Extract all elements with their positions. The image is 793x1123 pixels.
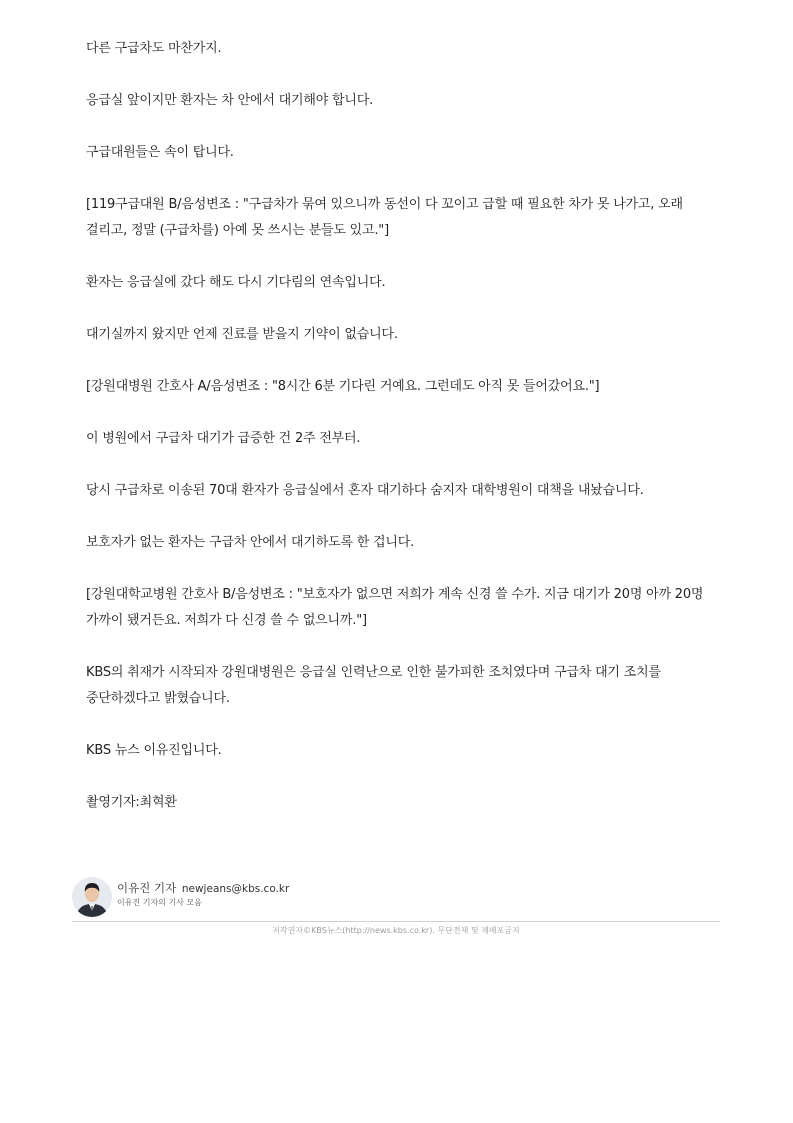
reporter-byline (72, 877, 722, 919)
camera-credit: 촬영기자:최혁환 (86, 795, 177, 810)
copyright-notice: 저작권자©KBS뉴스(http://news.kbs.co.kr). 무단전재 및 재배포금지 (272, 926, 520, 935)
article-paragraph: 이 병원에서 구급차 대기가 급증한 건 2주 전부터. (86, 431, 361, 446)
article-quote-paragraph: [강원대학교병원 간호사 B/음성변조 : "보호자가 없으면 저희가 계속 신경 쓸 수가. 지금 대기가 20명 아까 20명 가까이 됐거든요. 저희가 다 신경 쓸 수 없으니까."] (86, 587, 704, 628)
reporter-avatar[interactable] (72, 877, 112, 917)
article-paragraph: 다른 구급차도 마찬가지. (86, 41, 222, 56)
article-paragraph: KBS의 취재가 시작되자 강원대병원은 응급실 인력난으로 인한 불가피한 조치였다며 구급차 대기 조치를 중단하겠다고 밝혔습니다. (86, 665, 661, 706)
article-paragraph: 대기실까지 왔지만 언제 진료를 받을지 기약이 없습니다. (86, 327, 398, 342)
article-paragraph: 환자는 응급실에 갔다 해도 다시 기다림의 연속입니다. (86, 275, 386, 290)
article-body (86, 36, 726, 842)
reporter-name-line (117, 880, 289, 896)
reporter-email[interactable]: newjeans@kbs.co.kr (181, 883, 290, 895)
article-paragraph: 응급실 앞이지만 환자는 차 안에서 대기해야 합니다. (86, 93, 374, 108)
article-paragraph: 보호자가 없는 환자는 구급차 안에서 대기하도록 한 겁니다. (86, 535, 415, 550)
article-quote-paragraph: [119구급대원 B/음성변조 : "구급차가 묶여 있으니까 동선이 다 꼬이고 급할 때 필요한 차가 못 나가고, 오래 걸리고, 정말 (구급차를) 아예 못 쓰시는 분들도 있고."] (86, 197, 683, 238)
footer-divider (72, 921, 720, 922)
article-paragraph: 구급대원들은 속이 탑니다. (86, 145, 234, 160)
reporter-articles-link[interactable]: 이유진 기자의 기사 모음 (117, 898, 202, 907)
article-paragraph: 당시 구급차로 이송된 70대 환자가 응급실에서 혼자 대기하다 숨지자 대학병원이 대책을 내놨습니다. (86, 483, 644, 498)
article-quote-paragraph: [강원대병원 간호사 A/음성변조 : "8시간 6분 기다린 거예요. 그런데도 아직 못 들어갔어요."] (86, 379, 600, 394)
article-signoff: KBS 뉴스 이유진입니다. (86, 743, 222, 758)
reporter-photo-icon (72, 877, 112, 917)
reporter-name: 이유진 기자 (117, 881, 177, 895)
